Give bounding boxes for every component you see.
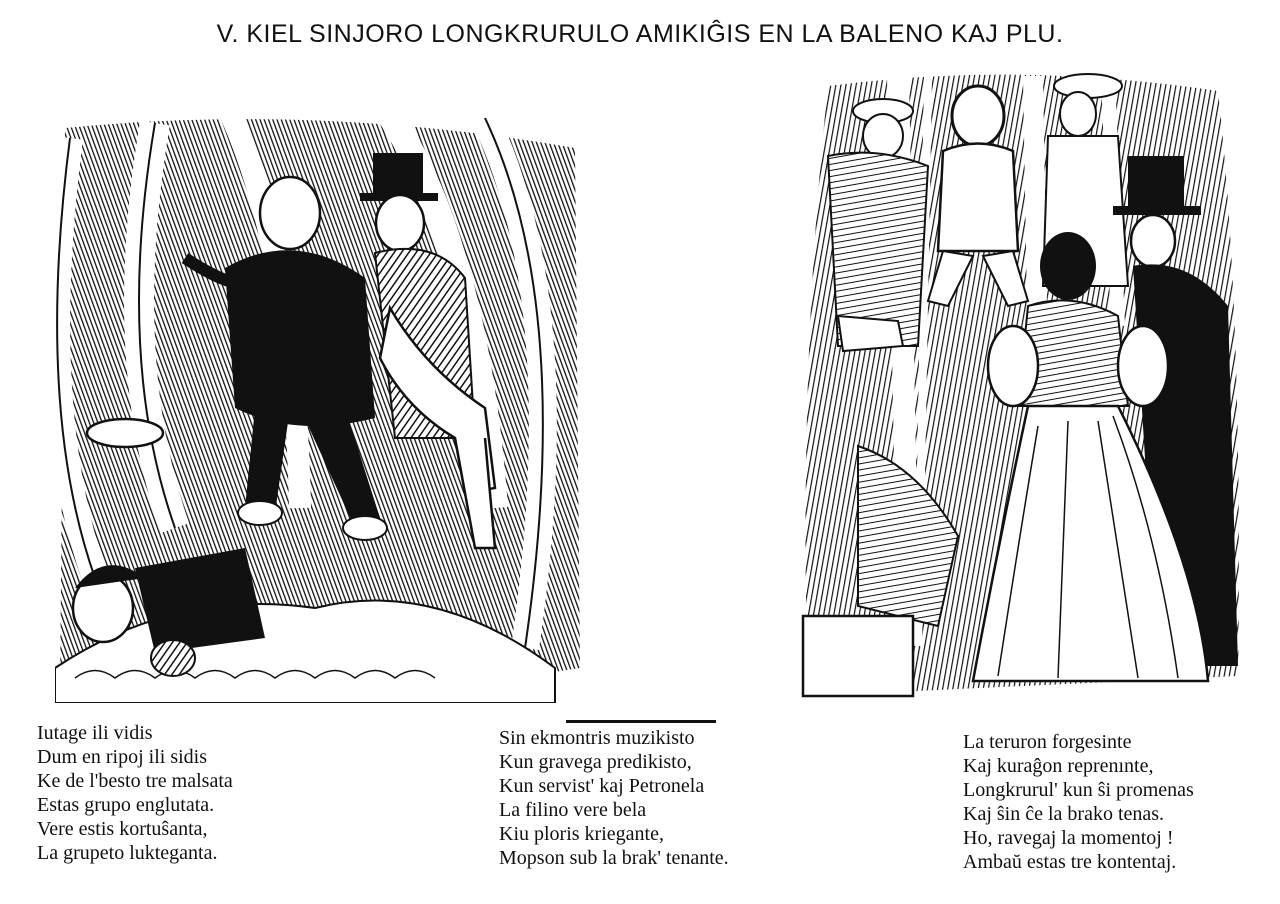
verse-line: La grupeto lukteganta. bbox=[37, 842, 218, 864]
verse-line: Ho, ravegaj la momentoj ! bbox=[963, 827, 1174, 849]
verse-line: Sin ekmontris muzikisto bbox=[499, 727, 695, 749]
illustration-right bbox=[798, 66, 1248, 702]
divider-rule bbox=[566, 720, 716, 723]
verse-line: Ambaŭ estas tre kontentaj. bbox=[963, 851, 1177, 873]
verse-line: Ke de l'besto tre malsata bbox=[37, 770, 233, 792]
stanza-middle bbox=[499, 726, 729, 870]
verse-line: Kaj ŝin ĉe la brako tenas. bbox=[963, 803, 1165, 825]
verse-line: La filino vere bela bbox=[499, 799, 647, 821]
verse-line: Vere estis kortuŝanta, bbox=[37, 818, 208, 840]
verse-line: Dum en ripoj ili sidis bbox=[37, 746, 207, 768]
verse-line: Kun gravega predikisto, bbox=[499, 751, 692, 773]
verse-line: Kaj kuraĝon reprenınte, bbox=[963, 755, 1154, 777]
verse-line: Kun servist' kaj Petronela bbox=[499, 775, 705, 797]
verse-line: Mopson sub la brak' tenante. bbox=[499, 847, 729, 869]
verse-line: Iutage ili vidis bbox=[37, 722, 153, 744]
verse-line: Longkrurul' kun ŝi promenas bbox=[963, 779, 1194, 801]
verse-line: La teruron forgesinte bbox=[963, 731, 1132, 753]
whale-interior-engraving-left bbox=[55, 108, 585, 703]
stanza-right bbox=[963, 730, 1194, 874]
illustration-left bbox=[55, 108, 585, 703]
whale-interior-engraving-right bbox=[798, 66, 1248, 702]
verse-line: Kiu ploris kriegante, bbox=[499, 823, 664, 845]
stanza-left bbox=[37, 721, 233, 865]
verse-line: Estas grupo englutata. bbox=[37, 794, 215, 816]
page-title: V. KIEL SINJORO LONGKRURULO AMIKIĜIS EN LA BALENO KAJ PLU. bbox=[216, 20, 1064, 48]
